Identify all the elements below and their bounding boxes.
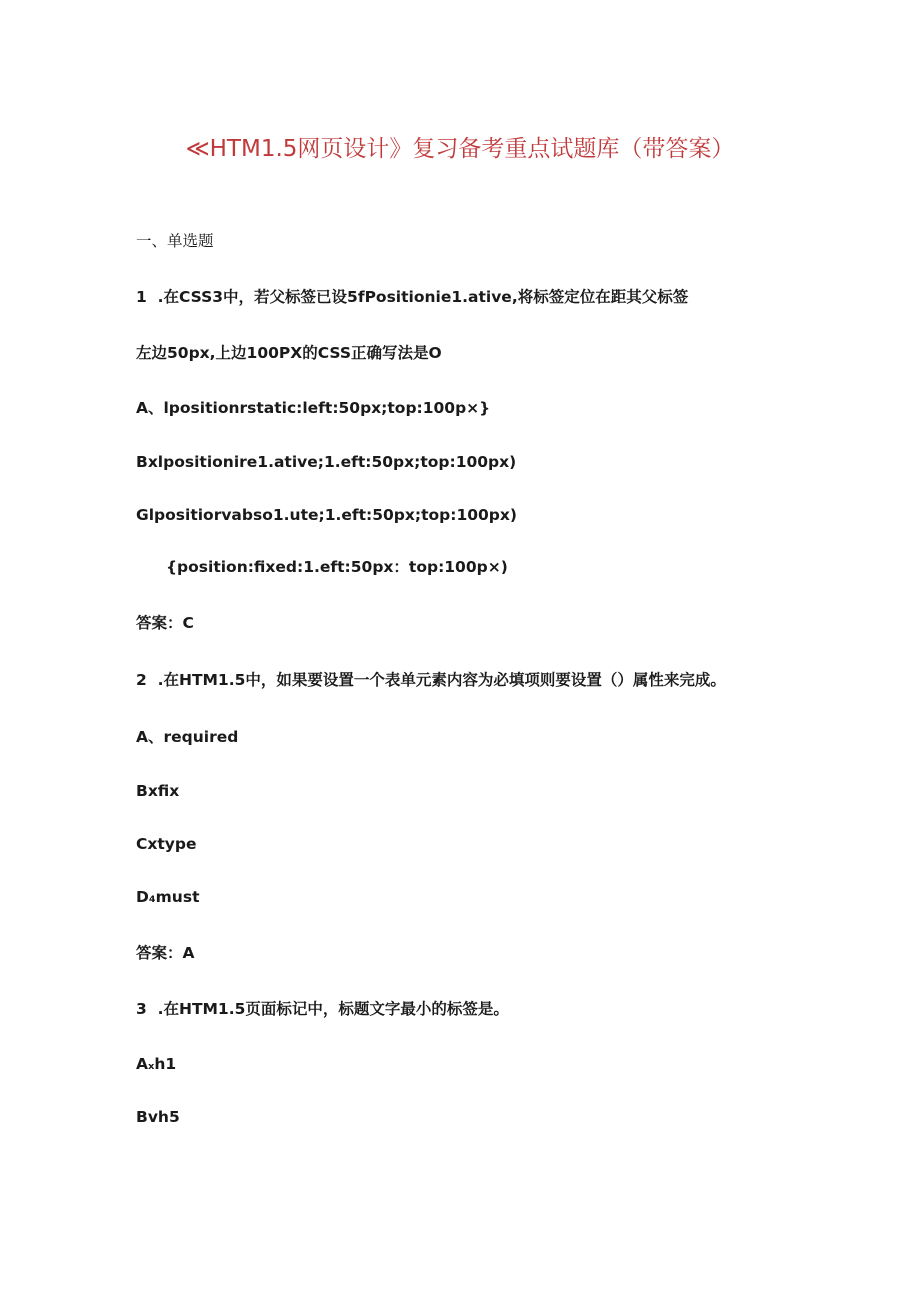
question-2-option-b: Bxfix xyxy=(136,782,180,800)
question-1-option-d: {position:fixed:1.eft:50px：top:100p×) xyxy=(166,558,508,576)
question-2-answer: 答案：A xyxy=(136,944,195,962)
question-1-option-c: Glpositiorvabso1.ute;1.eft:50px;top:100px) xyxy=(136,506,517,524)
question-2-option-c: Cxtype xyxy=(136,835,197,853)
question-3-stem: 3 .在HTM1.5页面标记中，标题文字最小的标签是。 xyxy=(136,1000,509,1018)
question-1-answer: 答案：C xyxy=(136,614,194,632)
question-1-option-a: A、lpositionrstatic:left:50px;top:100p×} xyxy=(136,399,491,417)
question-1-stem-line-1: 1 .在CSS3中，若父标签已设5fPositionie1.ative,将标签定位在距其父标签 xyxy=(136,288,689,306)
question-3-option-a: Aₓh1 xyxy=(136,1055,177,1073)
question-1-option-b: Bxlpositionire1.ative;1.eft:50px;top:100px) xyxy=(136,453,517,471)
question-2-option-a: A、required xyxy=(136,728,239,746)
question-3-option-b: Bvh5 xyxy=(136,1108,180,1126)
document-title: ≪HTM1.5网页设计》复习备考重点试题库（带答案） xyxy=(185,136,735,162)
question-1-stem-line-2: 左边50px,上边100PX的CSS正确写法是O xyxy=(136,344,442,362)
question-2-option-d: D₄must xyxy=(136,888,200,906)
section-heading: 一、单选题 xyxy=(136,232,214,250)
question-2-stem: 2 .在HTM1.5中，如果要设置一个表单元素内容为必填项则要设置（）属性来完成。 xyxy=(136,671,726,689)
